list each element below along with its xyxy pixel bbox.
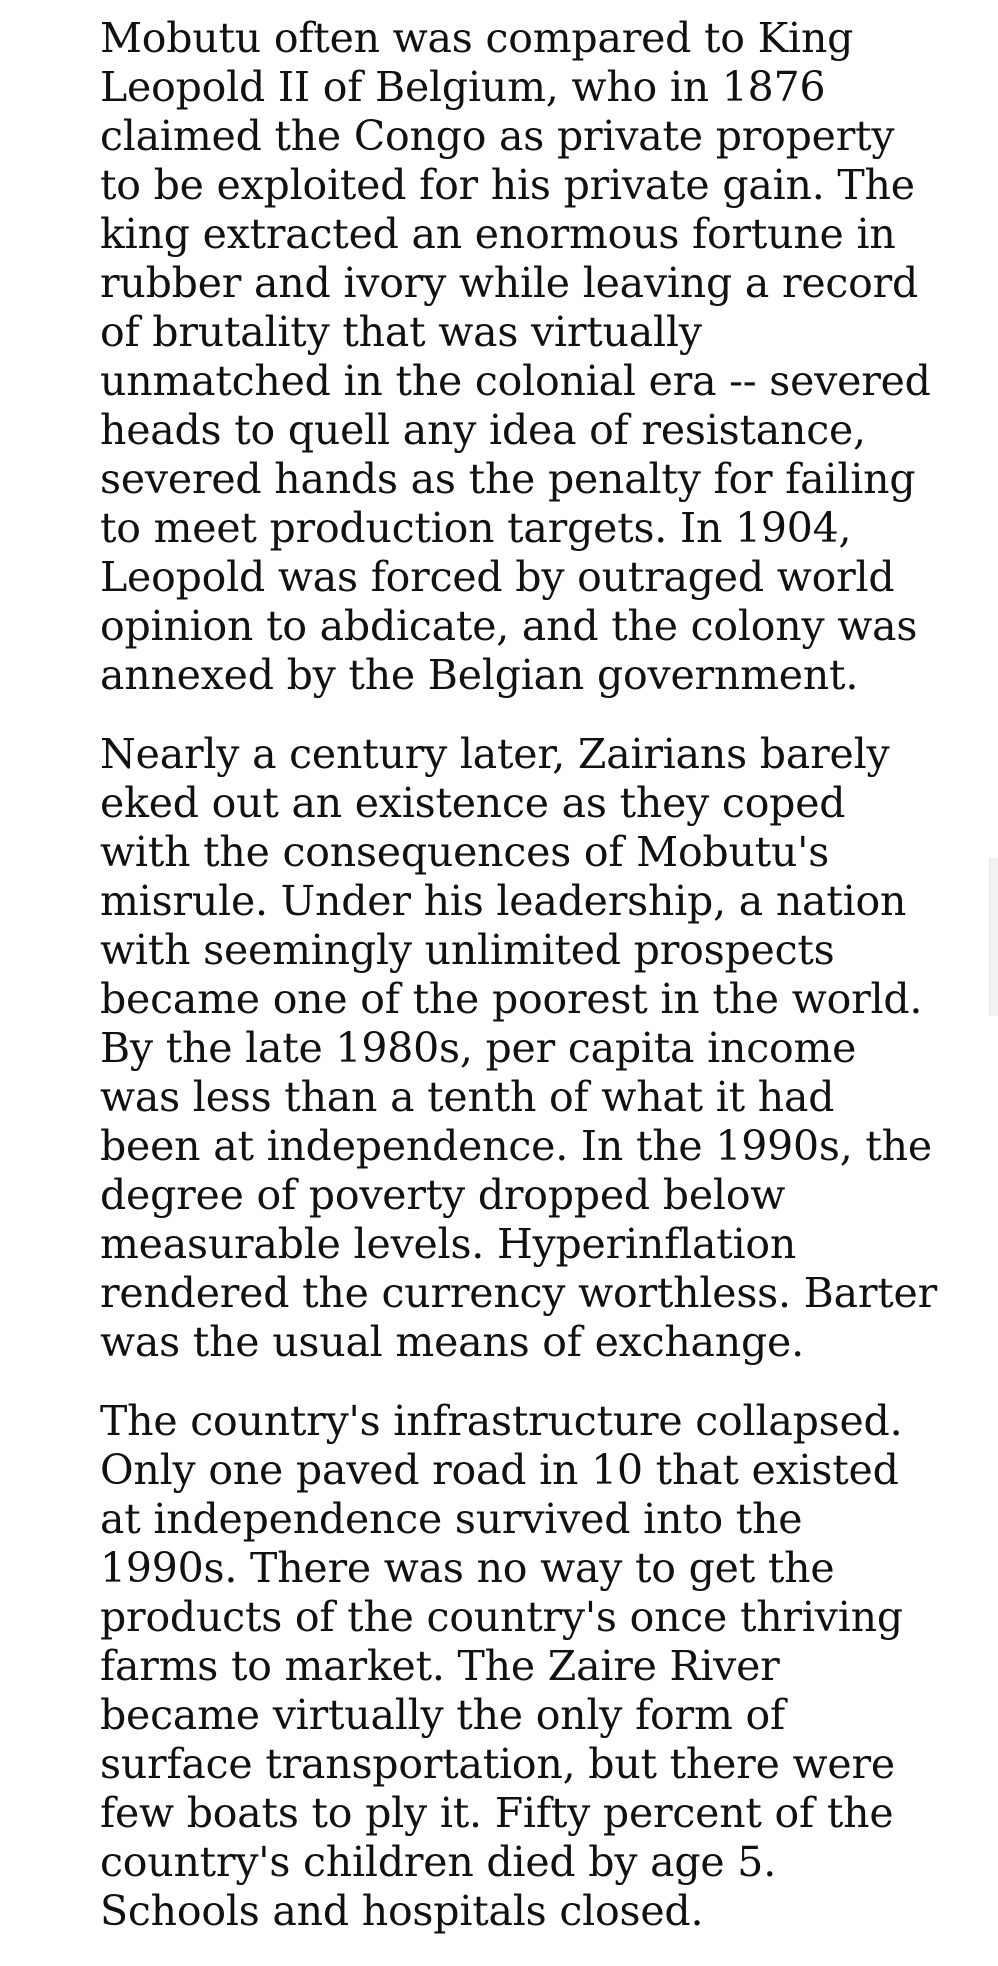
article-body [100,14,940,1966]
paragraph-leopold: Mobutu often was compared to King Leopold II of Belgium, who in 1876 claimed the Congo as private property to be exploited for his private gain. The king extracted an enormous fortune in rubber and ivory while leaving a record of brutality that was virtually unmatched in the colonial era -- severed heads to quell any idea of resistance, severed hands as the penalty for failing to meet production targets. In 1904, Leopold was forced by outraged world opinion to abdicate, and the colony was annexed by the Belgian government. [100,14,931,699]
scrollbar[interactable] [989,858,998,1016]
paragraph-infrastructure: The country's infrastructure collapsed. Only one paved road in 10 that existed at independence survived into the 1990s. There was no way to get the products of the country's once thriving farms to market. The Zaire River became virtually the only form of surface transportation, but there were few boats to ply it. Fifty percent of the country's children died by age 5. Schools and hospitals closed. [100,1397,903,1935]
paragraph-misrule: Nearly a century later, Zairians barely eked out an existence as they coped with the consequences of Mobutu's misrule. Under his leadership, a nation with seemingly unlimited prospects became one of the poorest in the world. By the late 1980s, per capita income was less than a tenth of what it had been at independence. In the 1990s, the degree of poverty dropped below measurable levels. Hyperinflation rendered the currency worthless. Barter was the usual means of exchange. [100,730,937,1366]
